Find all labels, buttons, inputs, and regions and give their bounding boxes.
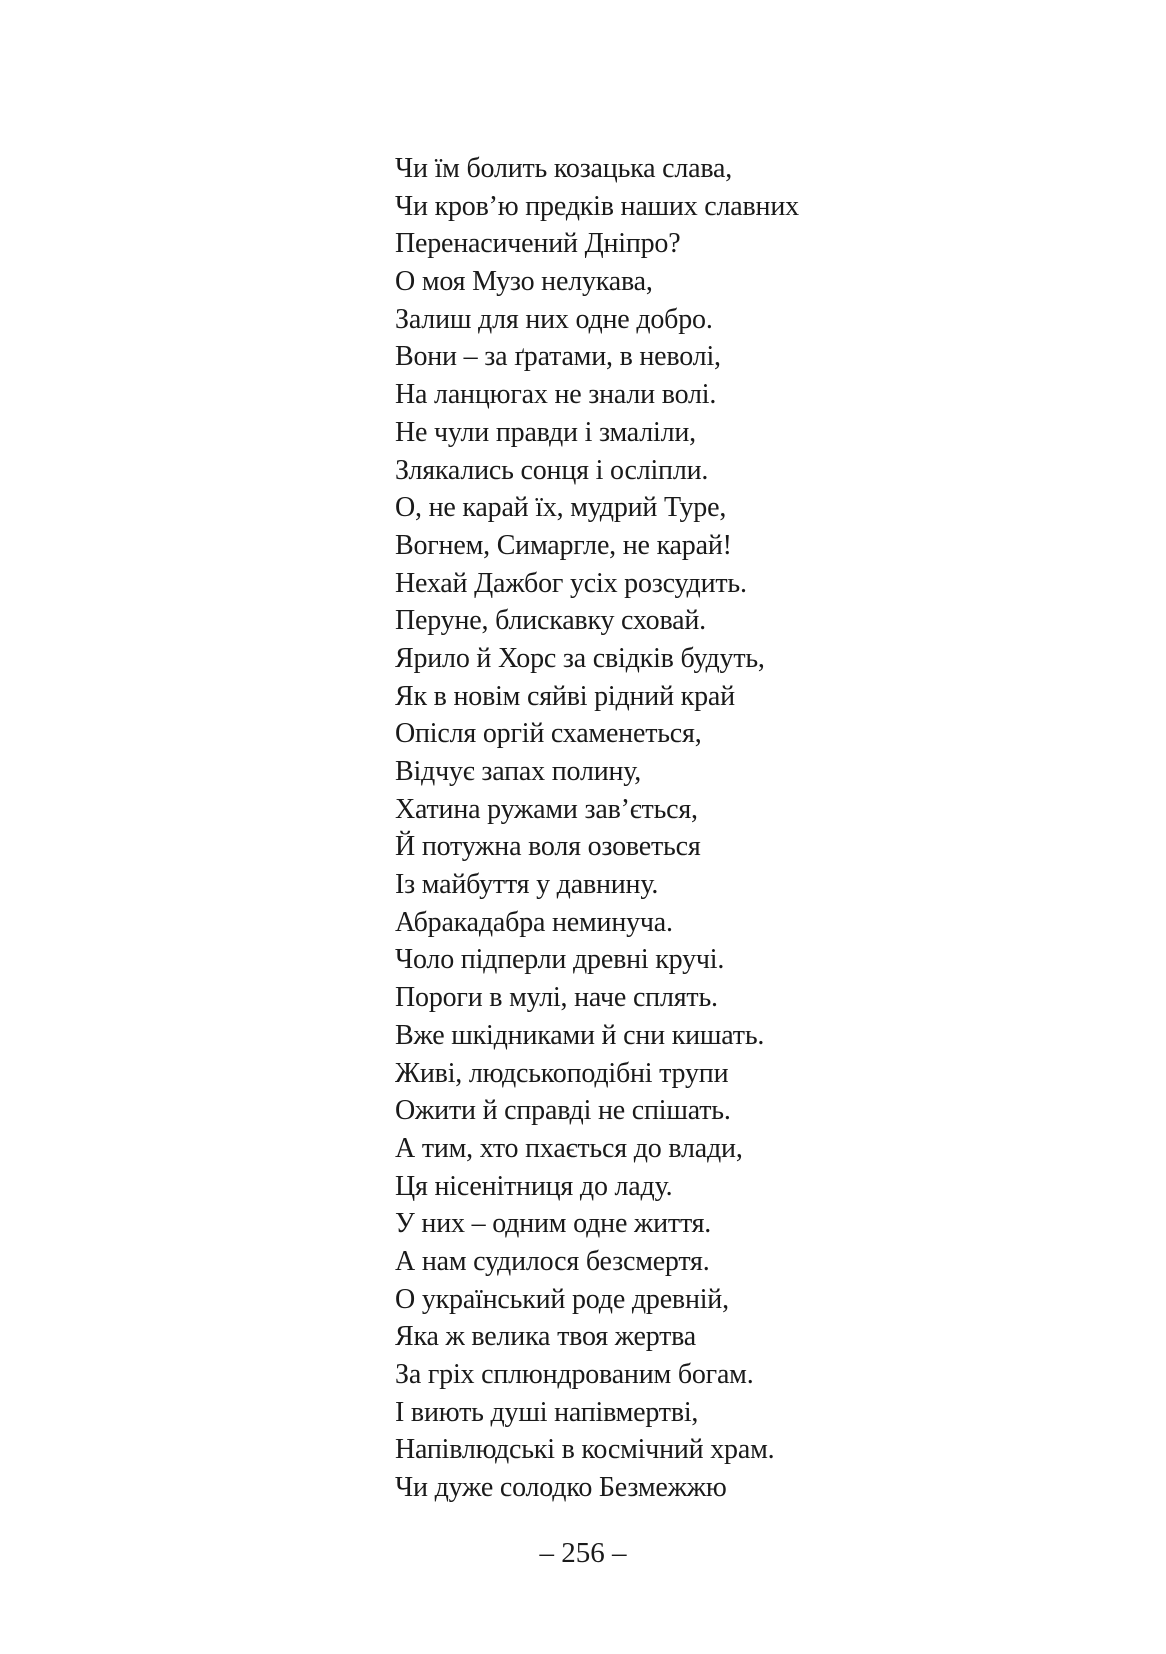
poem-line: Опісля оргій схаменеться,: [395, 718, 702, 750]
poem-line: Вогнем, Симаргле, не карай!: [395, 529, 732, 561]
poem-line: О, не карай їх, мудрий Туре,: [395, 492, 727, 524]
poem-line: Хатина ружами зав’ється,: [395, 793, 698, 825]
poem-line: Ожити й справді не спішать.: [395, 1095, 731, 1127]
poem-line: Перенасичений Дніпро?: [395, 228, 681, 260]
poem-line: На ланцюгах не знали волі.: [395, 379, 717, 411]
poem-line: І виють душі напівмертві,: [395, 1396, 699, 1428]
poem-line: Не чули правди і змаліли,: [395, 416, 696, 448]
poem-line: Вони – за ґратами, в неволі,: [395, 341, 721, 373]
poem-line: Чоло підперли древні кручі.: [395, 944, 725, 976]
poem-line: А нам судилося безсмертя.: [395, 1245, 710, 1277]
poem-line: Яка ж велика твоя жертва: [395, 1321, 697, 1353]
poem-line: Чи дуже солодко Безмежжю: [395, 1472, 727, 1504]
poem-line: За гріх сплюндрованим богам.: [395, 1359, 754, 1390]
poem-line: Ця нісенітниця до ладу.: [395, 1170, 673, 1202]
poem-line: Живі, людськоподібні трупи: [395, 1057, 729, 1089]
poem-line: Із майбуття у давнину.: [395, 869, 659, 901]
poem-line: Чи їм болить козацька слава,: [395, 153, 733, 184]
poem-line: Як в новім сяйві рідний край: [395, 680, 735, 712]
poem-line: Пороги в мулі, наче сплять.: [395, 982, 718, 1014]
poem-line: Злякались сонця і осліпли.: [395, 454, 709, 486]
poem-text: [395, 150, 1115, 1507]
poem-line: У них – одним одне життя.: [395, 1208, 712, 1240]
poem-line: Залиш для них одне добро.: [395, 303, 713, 335]
poem-line: Й потужна воля озоветься: [395, 831, 701, 863]
poem-line: Перуне, блискавку сховай.: [395, 605, 706, 637]
page-number: – 256 –: [539, 1537, 627, 1569]
poem-line: О український роде древній,: [395, 1283, 729, 1315]
poem-line: Абракадабра неминуча.: [395, 906, 673, 938]
poem-line: А тим, хто пхається до влади,: [395, 1132, 743, 1164]
poem-line: О моя Музо нелукава,: [395, 266, 653, 298]
poem-line: Напівлюдські в космічний храм.: [395, 1434, 775, 1466]
poem-line: Чи кров’ю предків наших славних: [395, 190, 799, 222]
poem-line: Ярило й Хорс за свідків будуть,: [395, 642, 765, 674]
poem-line: Вже шкідниками й сни кишать.: [395, 1019, 765, 1051]
poem-line: Нехай Дажбог усіх розсудить.: [395, 567, 747, 599]
poem-line: Відчує запах полину,: [395, 756, 642, 787]
